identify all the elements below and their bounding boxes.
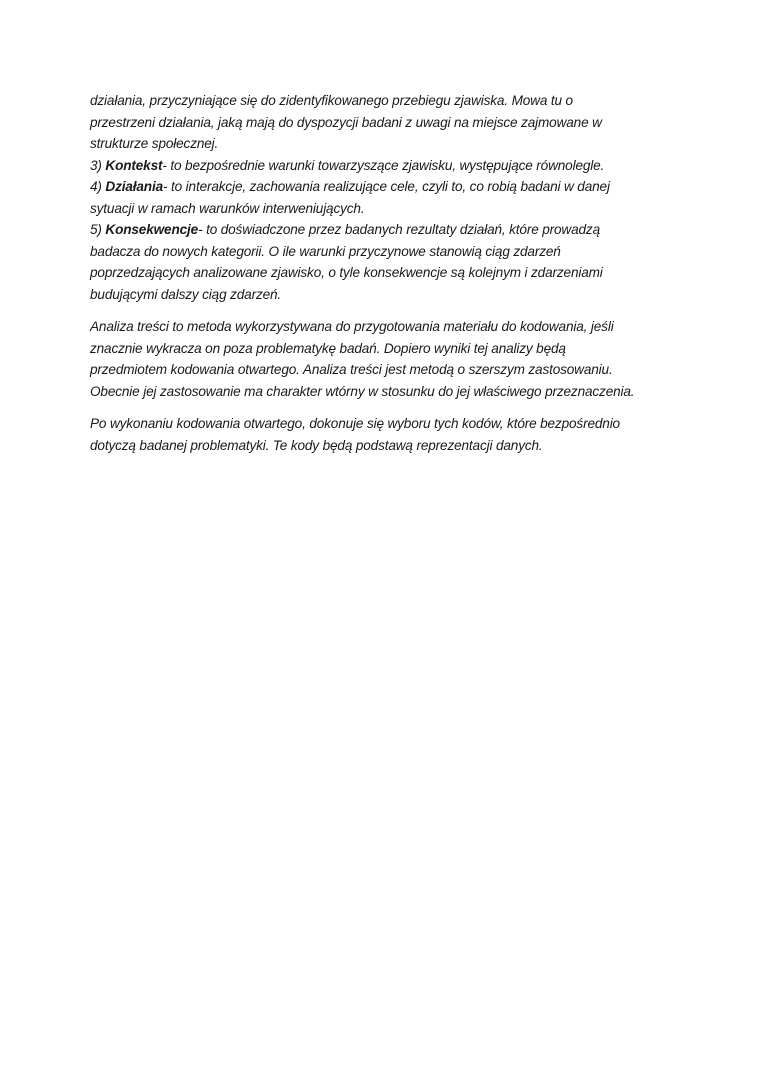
text-line: sytuacji w ramach warunków interweniujących. bbox=[90, 200, 365, 216]
paragraph-components bbox=[90, 90, 680, 305]
text-line: znacznie wykracza on poza problematykę badań. Dopiero wyniki tej analizy będą bbox=[90, 340, 566, 356]
text-line: strukturze społecznej. bbox=[90, 136, 219, 151]
list-number: 5) bbox=[90, 222, 106, 237]
text-line: badacza do nowych kategorii. O ile warunki przyczynowe stanowią ciąg zdarzeń bbox=[90, 243, 561, 259]
list-item-consequences bbox=[90, 219, 680, 241]
text-line: Obecnie jej zastosowanie ma charakter wtórny w stosunku do jej właściwego przeznaczenia. bbox=[90, 383, 635, 399]
term-kontekst: Kontekst bbox=[105, 157, 163, 173]
text-line: dotyczą badanej problematyki. Te kody będą podstawą reprezentacji danych. bbox=[90, 437, 543, 453]
text-line: działania, przyczyniające się do zidentyfikowanego przebiegu zjawiska. Mowa tu o bbox=[90, 93, 573, 108]
list-item-context bbox=[90, 155, 680, 177]
list-number: 4) bbox=[90, 179, 106, 194]
paragraph-code-selection bbox=[90, 413, 680, 456]
text-line: Po wykonaniu kodowania otwartego, dokonuje się wyboru tych kodów, które bezpośrednio bbox=[90, 416, 620, 431]
text-line: poprzedzających analizowane zjawisko, o tyle konsekwencje są kolejnym i zdarzeniami bbox=[90, 265, 603, 280]
term-definition: - to doświadczone przez badanych rezultaty działań, które prowadzą bbox=[198, 222, 600, 237]
term-definition: - to bezpośrednie warunki towarzyszące zjawisku, występujące równolegle. bbox=[162, 157, 605, 173]
list-item-actions bbox=[90, 176, 680, 198]
term-dzialania: Działania bbox=[105, 179, 164, 194]
term-konsekwencje: Konsekwencje bbox=[105, 222, 199, 237]
text-line: Analiza treści to metoda wykorzystywana do przygotowania materiału do kodowania, jeśli bbox=[90, 319, 614, 334]
paragraph-content-analysis bbox=[90, 316, 680, 402]
text-line: budującymi dalszy ciąg zdarzeń. bbox=[90, 286, 282, 302]
text-line: przedmiotem kodowania otwartego. Analiza treści jest metodą o szerszym zastosowaniu. bbox=[90, 362, 613, 377]
document-body bbox=[90, 90, 680, 467]
text-line: przestrzeni działania, jaką mają do dyspozycji badani z uwagi na miejsce zajmowane w bbox=[90, 114, 602, 130]
list-number: 3) bbox=[90, 157, 106, 173]
term-definition: - to interakcje, zachowania realizujące cele, czyli to, co robią badani w danej bbox=[163, 179, 610, 194]
